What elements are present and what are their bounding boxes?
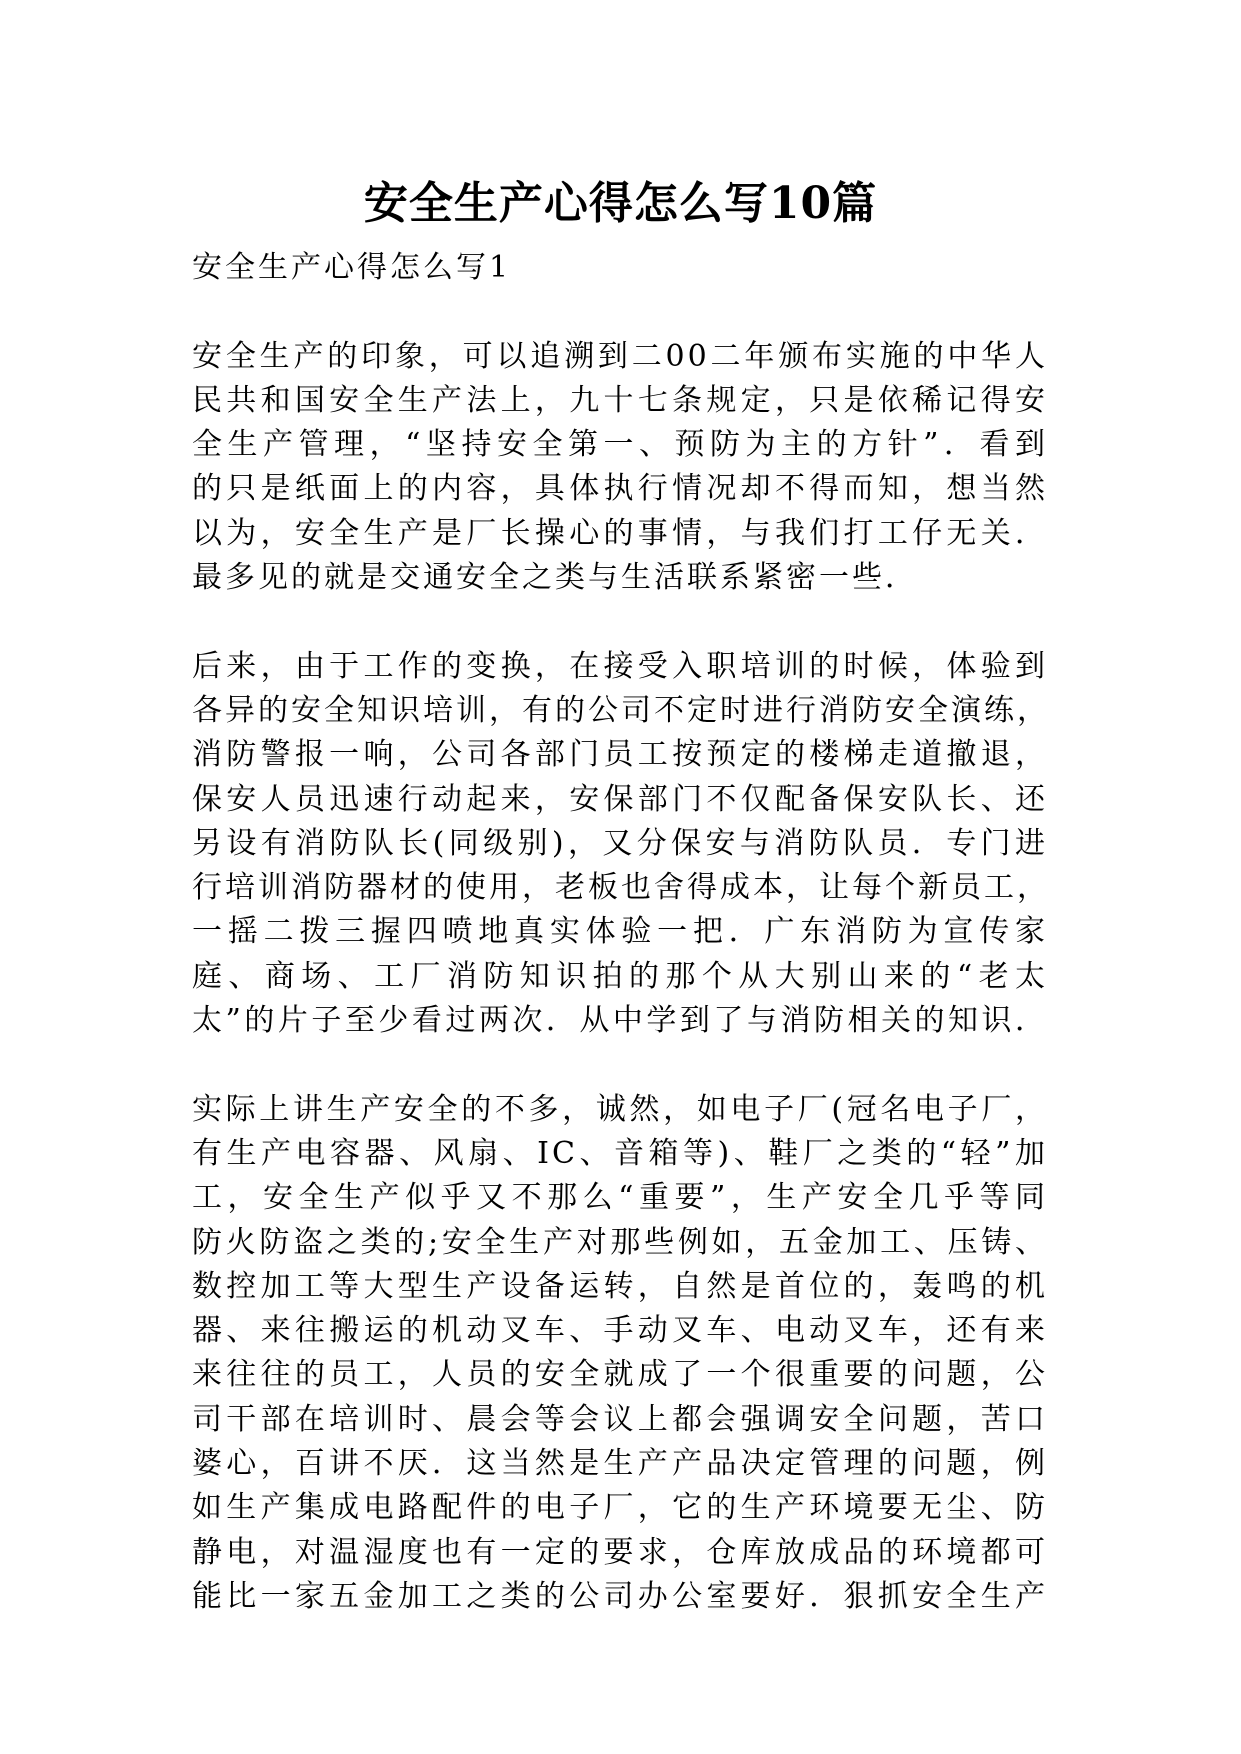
paragraph-2 — [192, 645, 1048, 1044]
text-line: 静电，对温湿度也有一定的要求，仓库放成品的环境都可 — [192, 1534, 1048, 1570]
text-line: 一摇二拨三握四喷地真实体验一把．广东消防为宣传家 — [192, 914, 1048, 950]
text-line: 工，安全生产似乎又不那么“重要”，生产安全几乎等同 — [192, 1180, 1048, 1216]
document-body — [192, 246, 1048, 1619]
text-line: 民共和国安全生产法上，九十七条规定，只是依稀记得安 — [192, 382, 1048, 418]
blank-line — [192, 290, 1048, 334]
text-line: 来往往的员工，人员的安全就成了一个很重要的问题，公 — [192, 1357, 1048, 1393]
text-line: 婆心，百讲不厌．这当然是生产产品决定管理的问题，例 — [192, 1446, 1048, 1482]
text-line: 另设有消防队长(同级别)，又分保安与消防队员．专门进 — [192, 825, 1048, 861]
text-line: 以为，安全生产是厂长操心的事情，与我们打工仔无关． — [192, 515, 1048, 551]
text-line: 保安人员迅速行动起来，安保部门不仅配备保安队长、还 — [192, 781, 1048, 817]
text-line: 器、来往搬运的机动叉车、手动叉车、电动叉车，还有来 — [192, 1313, 1048, 1349]
blank-line — [192, 600, 1048, 644]
text-line: 如生产集成电路配件的电子厂，它的生产环境要无尘、防 — [192, 1490, 1048, 1526]
text-line: 司干部在培训时、晨会等会议上都会强调安全问题，苦口 — [192, 1401, 1048, 1437]
text-line: 实际上讲生产安全的不多，诚然，如电子厂(冠名电子厂， — [192, 1091, 1048, 1127]
text-line: 的只是纸面上的内容，具体执行情况却不得而知，想当然 — [192, 471, 1048, 507]
text-line: 有生产电容器、风扇、IC、音箱等)、鞋厂之类的“轻”加 — [192, 1135, 1048, 1171]
text-line: 后来，由于工作的变换，在接受入职培训的时候，体验到 — [192, 648, 1048, 684]
text-line: 全生产管理，“坚持安全第一、预防为主的方针”．看到 — [192, 427, 1048, 463]
blank-line — [192, 1043, 1048, 1087]
document-title: 安全生产心得怎么写10篇 — [363, 178, 878, 229]
text-line: 最多见的就是交通安全之类与生活联系紧密一些． — [192, 560, 918, 596]
text-line: 数控加工等大型生产设备运转，自然是首位的，轰鸣的机 — [192, 1268, 1048, 1304]
text-line: 防火防盗之类的;安全生产对那些例如，五金加工、压铸、 — [192, 1224, 1048, 1260]
text-line: 能比一家五金加工之类的公司办公室要好．狠抓安全生产 — [192, 1578, 1048, 1614]
paragraph-3 — [192, 1088, 1048, 1620]
paragraph-1 — [192, 335, 1048, 601]
text-line: 消防警报一响，公司各部门员工按预定的楼梯走道撤退， — [192, 737, 1048, 773]
text-line: 太”的片子至少看过两次．从中学到了与消防相关的知识． — [192, 1003, 1048, 1039]
text-line: 各异的安全知识培训，有的公司不定时进行消防安全演练， — [192, 692, 1050, 728]
text-line: 庭、商场、工厂消防知识拍的那个从大别山来的“老太 — [192, 958, 1048, 994]
text-line: 行培训消防器材的使用，老板也舍得成本，让每个新员工， — [192, 870, 1050, 906]
section-heading: 安全生产心得怎么写1 — [192, 250, 512, 285]
text-line: 安全生产的印象，可以追溯到二00二年颁布实施的中华人 — [192, 338, 1048, 374]
